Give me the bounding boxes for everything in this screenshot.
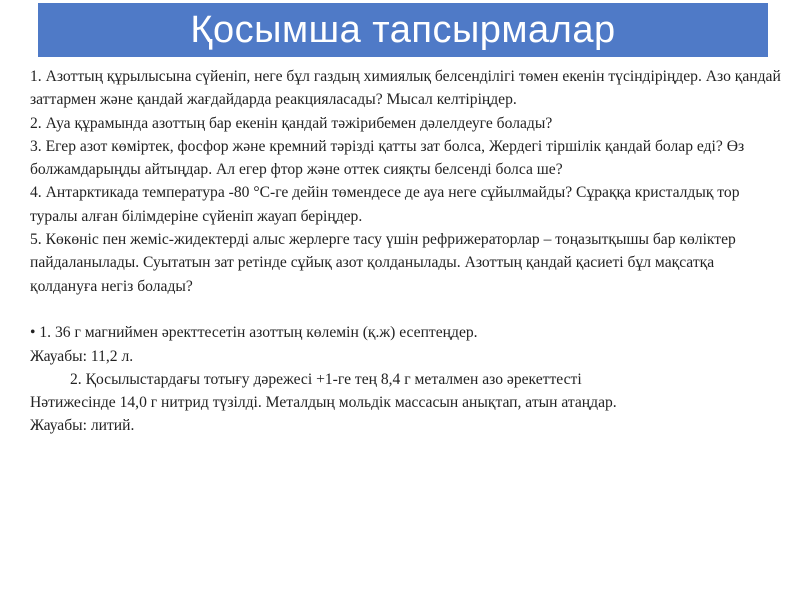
spacer bbox=[30, 298, 785, 321]
task-2: 2. Ауа құрамында азоттың бар екенін қандай тәжірибемен дәлелдеуге болады? bbox=[30, 114, 553, 132]
task-4: 4. Антарктикада температура -80 °С-ге дейін төмендесе де ауа неге сұйылмайды? Сұраққа кристалдық тор туралы алған білімдеріне сүйеніп жауап беріңдер. bbox=[30, 184, 740, 225]
problem-2-question-line2: Нәтижесінде 14,0 г нитрид түзілді. Металдың мольдік массасын анықтап, атын атаңдар. bbox=[30, 394, 617, 412]
problem-1-question: • 1. 36 г магниймен әректтесетін азоттың көлемін (қ.ж) есептеңдер. bbox=[30, 324, 478, 342]
task-5: 5. Көкөніс пен жеміс-жидектерді алыс жерлерге тасу үшін рефрижераторлар – тоңазытқышы бар көліктер пайдаланылады. Суытатын зат ретінде сұйық азот қолданылады. Азоттың қандай қасиеті бұл мақсатқа қолдануға негіз болады? bbox=[30, 231, 736, 295]
slide-title: Қосымша тапсырмалар bbox=[190, 9, 616, 51]
problem-2-question-line1: 2. Қосылыстардағы тотығу дәрежесі +1-ге тең 8,4 г металмен азо әрекеттесті bbox=[70, 370, 582, 388]
task-1: 1. Азоттың құрылысына сүйеніп, неге бұл газдың химиялық белсенділігі төмен екенін түсіндіріңдер. Азо қандай заттармен және қандай жағдайдарда реакцияласады? Мысал келтіріңдер. bbox=[30, 68, 781, 109]
problem-2-answer: Жауабы: литий. bbox=[30, 417, 135, 435]
content-area bbox=[30, 65, 785, 438]
title-banner bbox=[38, 3, 768, 57]
task-3: 3. Егер азот көміртек, фосфор және кремний тәрізді қатты зат болса, Жердегі тіршілік қандай болар еді? Өз болжамдарыңды айтыңдар. Ал егер фтор және оттек сияқты белсенді болса ше? bbox=[30, 137, 745, 179]
problem-1-answer: Жауабы: 11,2 л. bbox=[30, 347, 134, 365]
